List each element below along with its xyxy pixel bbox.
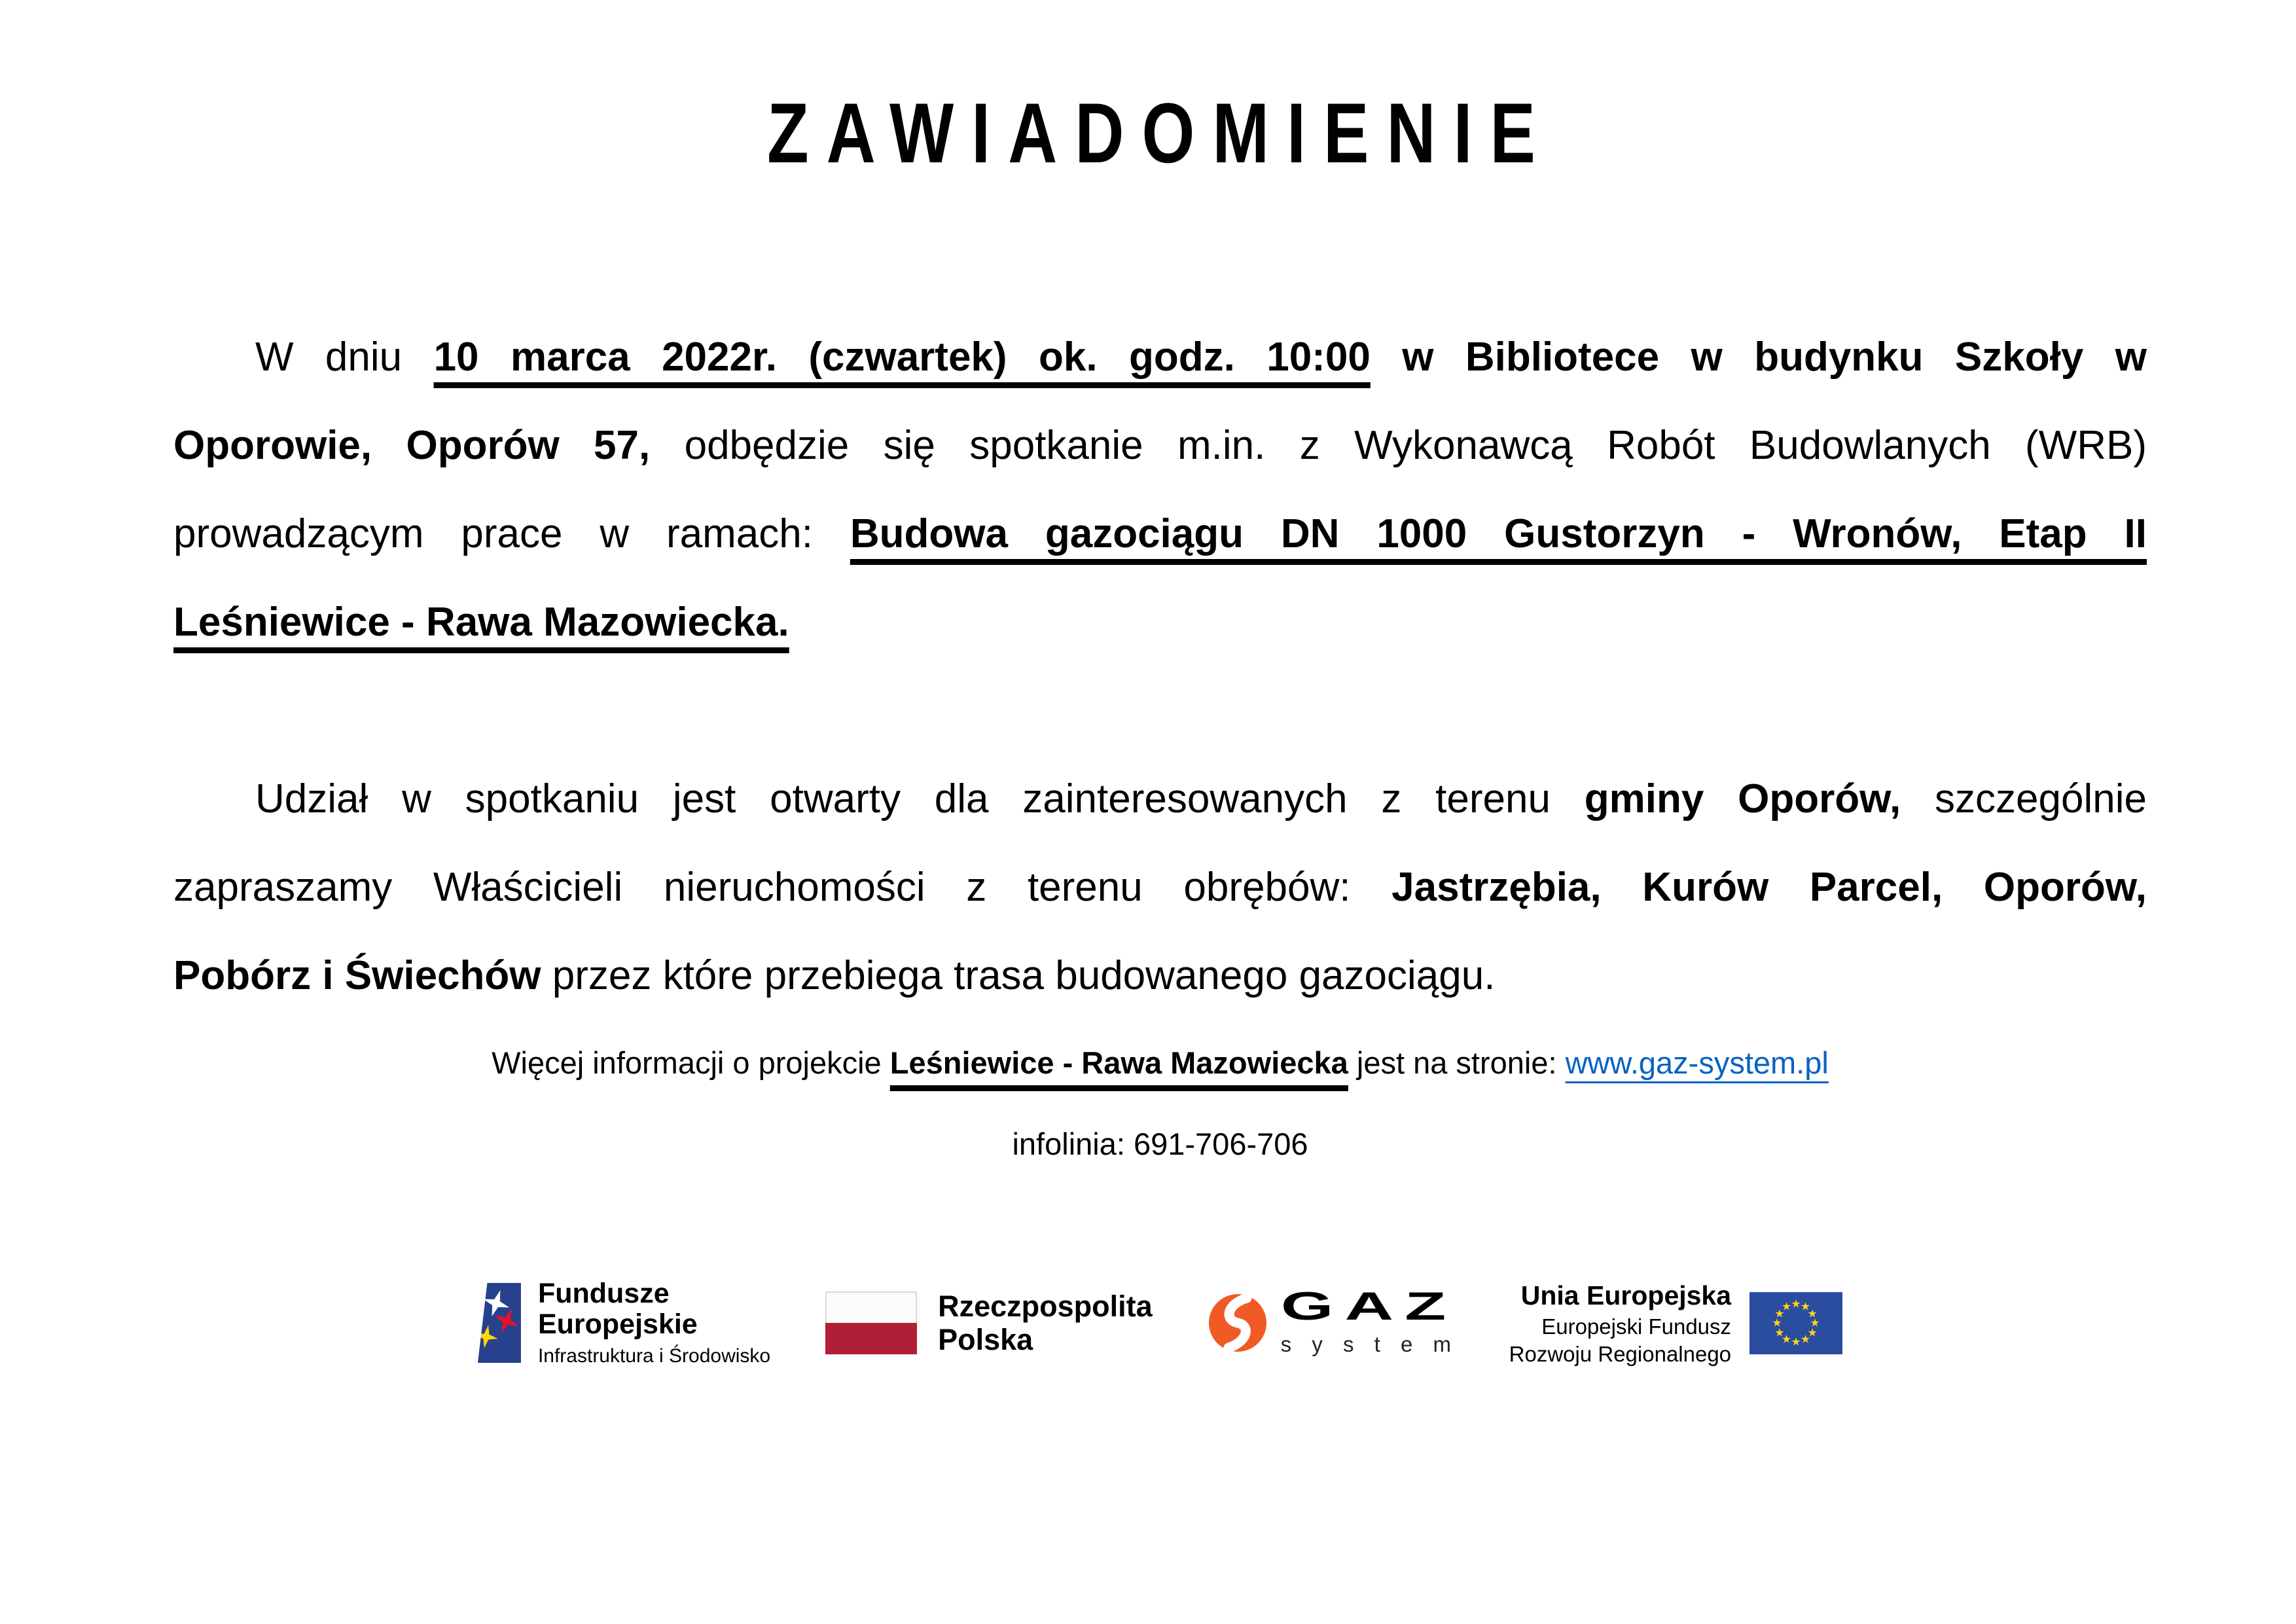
eu-flag-star-icon: ★ — [1807, 1326, 1818, 1339]
eu-flag-star-icon: ★ — [1774, 1307, 1785, 1320]
text-run: 10 marca 2022r. (czwartek) ok. godz. 10:00 — [433, 334, 1371, 380]
europejskie-line: Europejskie — [537, 1308, 698, 1340]
eu-flag-star-icon: ★ — [1791, 1297, 1801, 1310]
poland-flag-white-stripe — [825, 1291, 917, 1323]
fundusze-europejskie-flag-icon — [478, 1283, 521, 1363]
europejski-fundusz-line: Europejski Fundusz — [1541, 1314, 1732, 1339]
text-run — [1371, 334, 1402, 380]
text-run: Pobórz i Świechów — [173, 953, 541, 998]
text-run: przez które przebiega trasa budowanego gazociągu. — [541, 953, 1496, 998]
text-run: W dniu — [255, 334, 434, 380]
eu-flag-star-icon: ★ — [1781, 1300, 1792, 1313]
text-line — [173, 755, 2147, 843]
text-run: Więcej informacji o projekcie — [492, 1045, 890, 1080]
eu-flag-star-icon: ★ — [1791, 1335, 1801, 1348]
project-info-line — [173, 1039, 2147, 1087]
text-run: szczególnie — [1901, 776, 2147, 821]
text-line — [173, 490, 2147, 578]
eu-flag-icon — [1749, 1292, 1842, 1354]
paragraph — [173, 313, 2147, 666]
gaz-system-subline — [1280, 1332, 1458, 1357]
eu-flag-star-icon: ★ — [1807, 1307, 1818, 1320]
rzeczpospolita-line: Rzeczpospolita — [938, 1290, 1153, 1323]
fundusze-line: Fundusze — [537, 1278, 670, 1309]
logo-rzeczpospolita-polska — [825, 1290, 1153, 1356]
text-run: gminy Oporów, — [1584, 776, 1901, 821]
text-run: Leśniewice - Rawa Mazowiecka — [889, 1045, 1348, 1080]
rzeczpospolita-polska-label — [938, 1290, 1153, 1356]
infrastruktura-line: Infrastruktura i Środowisko — [537, 1345, 771, 1367]
text-line — [173, 843, 2147, 931]
footer-logos — [173, 1278, 2147, 1368]
poland-flag-icon — [825, 1291, 917, 1354]
text-run: prowadzącym prace w ramach: — [173, 511, 850, 556]
eu-flag-star-icon: ★ — [1774, 1326, 1785, 1339]
text-line — [173, 578, 2147, 666]
eu-flag-star-icon: ★ — [1772, 1316, 1782, 1329]
text-run: zapraszamy Właścicieli nieruchomości z terenu obrębów: — [173, 865, 1392, 910]
eu-flag-star-icon: ★ — [1810, 1316, 1820, 1329]
gaz-system-flame-icon — [1208, 1293, 1268, 1353]
eu-flag-star-icon: ★ — [1800, 1333, 1811, 1346]
text-run: Udział w spotkaniu jest otwarty dla zainteresowanych z terenu — [255, 776, 1585, 821]
infoline-phone: infolinia: 691-706-706 — [1012, 1127, 1308, 1161]
text-run: jest na stronie: — [1348, 1045, 1566, 1080]
eu-flag-star-icon: ★ — [1800, 1300, 1811, 1313]
text-run: Jastrzębia, Kurów Parcel, Oporów, — [1391, 865, 2147, 910]
text-run: Oporowie, Oporów 57, — [173, 423, 651, 468]
page-title: ZAWIADOMIENIE — [767, 85, 1553, 181]
paragraph — [173, 755, 2147, 1020]
logo-fundusze-europejskie — [478, 1278, 770, 1367]
polska-line: Polska — [938, 1323, 1033, 1356]
gaz-wordmark-text: GAZ — [1280, 1284, 1458, 1328]
rozwoju-regionalnego-line: Rozwoju Regionalnego — [1509, 1342, 1732, 1366]
fundusze-europejskie-label — [538, 1278, 770, 1367]
notice-body — [173, 313, 2147, 1020]
text-run: odbędzie się spotkanie m.in. z Wykonawcą Robót Budowlanych (WRB) — [650, 423, 2147, 468]
text-line — [173, 931, 2147, 1020]
text-line — [173, 313, 2147, 401]
gaz-system-link[interactable]: www.gaz-system.pl — [1565, 1045, 1829, 1080]
text-run: Leśniewice - Rawa Mazowiecka. — [173, 600, 789, 645]
yellow-star-icon — [473, 1323, 500, 1350]
eu-flag-star-icon: ★ — [1781, 1333, 1792, 1346]
unia-europejska-line: Unia Europejska — [1520, 1280, 1732, 1310]
system-text: s y s t e m — [1280, 1332, 1458, 1356]
text-run: Budowa gazociągu DN 1000 Gustorzyn - Wronów, Etap II — [850, 511, 2147, 556]
logo-gaz-system — [1208, 1284, 1458, 1357]
text-run: w Bibliotece w budynku Szkoły w — [1402, 334, 2147, 380]
poland-flag-red-stripe — [825, 1323, 917, 1354]
gaz-system-wordmark — [1280, 1284, 1458, 1357]
text-line — [173, 401, 2147, 490]
